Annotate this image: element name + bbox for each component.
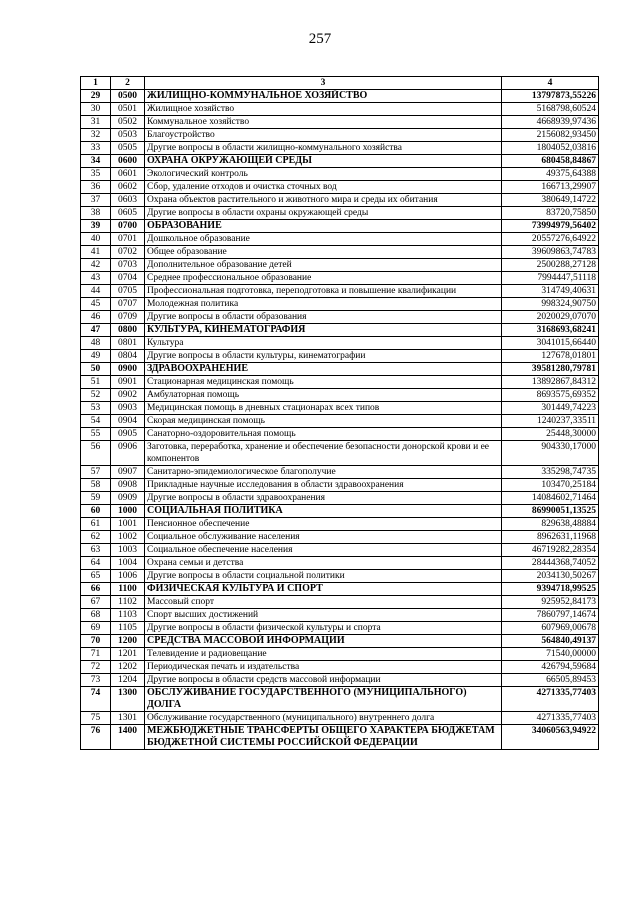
section-code: 1003 — [111, 544, 145, 557]
header-col-2: 2 — [111, 77, 145, 90]
row-number: 51 — [81, 376, 111, 389]
section-code: 1002 — [111, 531, 145, 544]
table-row — [81, 233, 599, 246]
expense-name: Другие вопросы в области здравоохранения — [145, 492, 502, 505]
section-code: 1201 — [111, 648, 145, 661]
table-row — [81, 337, 599, 350]
section-code: 0804 — [111, 350, 145, 363]
row-number: 65 — [81, 570, 111, 583]
table-body — [81, 90, 599, 750]
expense-name: Культура — [145, 337, 502, 350]
amount-value: 13892867,84312 — [502, 376, 599, 389]
header-col-4: 4 — [502, 77, 599, 90]
expense-name: Амбулаторная помощь — [145, 389, 502, 402]
section-code: 0705 — [111, 285, 145, 298]
amount-value: 904330,17000 — [502, 441, 599, 466]
row-number: 31 — [81, 116, 111, 129]
table-row — [81, 350, 599, 363]
amount-value: 564840,49137 — [502, 635, 599, 648]
amount-value: 3168693,68241 — [502, 324, 599, 337]
section-code: 0601 — [111, 168, 145, 181]
expense-name: Охрана семьи и детства — [145, 557, 502, 570]
table-row — [81, 596, 599, 609]
section-code: 0905 — [111, 428, 145, 441]
expense-name: ЗДРАВООХРАНЕНИЕ — [145, 363, 502, 376]
table-row — [81, 531, 599, 544]
section-row — [81, 583, 599, 596]
table-row — [81, 311, 599, 324]
amount-value: 71540,00000 — [502, 648, 599, 661]
expense-name: Общее образование — [145, 246, 502, 259]
amount-value: 7994447,51118 — [502, 272, 599, 285]
section-code: 1103 — [111, 609, 145, 622]
table-row — [81, 648, 599, 661]
expense-name: Сбор, удаление отходов и очистка сточных вод — [145, 181, 502, 194]
expense-name: Санаторно-оздоровительная помощь — [145, 428, 502, 441]
amount-value: 127678,01801 — [502, 350, 599, 363]
row-number: 50 — [81, 363, 111, 376]
table-row — [81, 518, 599, 531]
amount-value: 46719282,28354 — [502, 544, 599, 557]
section-code: 0702 — [111, 246, 145, 259]
row-number: 41 — [81, 246, 111, 259]
section-code: 0801 — [111, 337, 145, 350]
row-number: 55 — [81, 428, 111, 441]
section-code: 0700 — [111, 220, 145, 233]
amount-value: 34060563,94922 — [502, 725, 599, 750]
row-number: 45 — [81, 298, 111, 311]
expense-name: ЖИЛИЩНО-КОММУНАЛЬНОЕ ХОЗЯЙСТВО — [145, 90, 502, 103]
amount-value: 4271335,77403 — [502, 712, 599, 725]
table-row — [81, 389, 599, 402]
row-number: 58 — [81, 479, 111, 492]
row-number: 37 — [81, 194, 111, 207]
section-code: 0602 — [111, 181, 145, 194]
amount-value: 2020029,07070 — [502, 311, 599, 324]
section-code: 0901 — [111, 376, 145, 389]
amount-value: 829638,48884 — [502, 518, 599, 531]
row-number: 32 — [81, 129, 111, 142]
table-row — [81, 544, 599, 557]
section-code: 0707 — [111, 298, 145, 311]
section-code: 1300 — [111, 687, 145, 712]
row-number: 39 — [81, 220, 111, 233]
table-row — [81, 415, 599, 428]
table-row — [81, 376, 599, 389]
amount-value: 314749,40631 — [502, 285, 599, 298]
row-number: 29 — [81, 90, 111, 103]
section-code: 1301 — [111, 712, 145, 725]
table-row — [81, 402, 599, 415]
amount-value: 2156082,93450 — [502, 129, 599, 142]
expense-name: КУЛЬТУРА, КИНЕМАТОГРАФИЯ — [145, 324, 502, 337]
row-number: 64 — [81, 557, 111, 570]
expense-name: Среднее профессиональное образование — [145, 272, 502, 285]
amount-value: 86990051,13525 — [502, 505, 599, 518]
amount-value: 925952,84173 — [502, 596, 599, 609]
expense-name: Другие вопросы в области средств массовой информации — [145, 674, 502, 687]
row-number: 40 — [81, 233, 111, 246]
row-number: 54 — [81, 415, 111, 428]
expense-name: Массовый спорт — [145, 596, 502, 609]
table-row — [81, 557, 599, 570]
expense-name: Телевидение и радиовещание — [145, 648, 502, 661]
table-row — [81, 492, 599, 505]
amount-value: 4271335,77403 — [502, 687, 599, 712]
table-row — [81, 466, 599, 479]
section-code: 1100 — [111, 583, 145, 596]
expense-name: МЕЖБЮДЖЕТНЫЕ ТРАНСФЕРТЫ ОБЩЕГО ХАРАКТЕРА БЮДЖЕТАМ БЮДЖЕТНОЙ СИСТЕМЫ РОССИЙСКОЙ ФЕДЕРАЦИИ — [145, 725, 502, 750]
section-code: 0701 — [111, 233, 145, 246]
expense-name: Дошкольное образование — [145, 233, 502, 246]
table-row — [81, 246, 599, 259]
row-number: 72 — [81, 661, 111, 674]
expense-name: Обслуживание государственного (муниципального) внутреннего долга — [145, 712, 502, 725]
amount-value: 28444368,74052 — [502, 557, 599, 570]
section-row — [81, 687, 599, 712]
amount-value: 20557276,64922 — [502, 233, 599, 246]
row-number: 61 — [81, 518, 111, 531]
amount-value: 2500288,27128 — [502, 259, 599, 272]
section-code: 0703 — [111, 259, 145, 272]
table-row — [81, 285, 599, 298]
table-row — [81, 129, 599, 142]
section-code: 0709 — [111, 311, 145, 324]
section-row — [81, 220, 599, 233]
expense-name: Другие вопросы в области жилищно-коммунального хозяйства — [145, 142, 502, 155]
amount-value: 8693575,69352 — [502, 389, 599, 402]
section-code: 0909 — [111, 492, 145, 505]
expense-name: Стационарная медицинская помощь — [145, 376, 502, 389]
budget-table — [80, 76, 599, 750]
table-row — [81, 712, 599, 725]
row-number: 34 — [81, 155, 111, 168]
row-number: 74 — [81, 687, 111, 712]
amount-value: 2034130,50267 — [502, 570, 599, 583]
table-row — [81, 622, 599, 635]
row-number: 53 — [81, 402, 111, 415]
expense-name: СОЦИАЛЬНАЯ ПОЛИТИКА — [145, 505, 502, 518]
section-row — [81, 635, 599, 648]
row-number: 62 — [81, 531, 111, 544]
row-number: 47 — [81, 324, 111, 337]
amount-value: 5168798,60524 — [502, 103, 599, 116]
expense-name: Охрана объектов растительного и животного мира и среды их обитания — [145, 194, 502, 207]
amount-value: 998324,90750 — [502, 298, 599, 311]
row-number: 30 — [81, 103, 111, 116]
section-code: 0903 — [111, 402, 145, 415]
amount-value: 426794,59684 — [502, 661, 599, 674]
section-row — [81, 90, 599, 103]
expense-name: Другие вопросы в области культуры, кинематографии — [145, 350, 502, 363]
table-row — [81, 103, 599, 116]
expense-name: ОБРАЗОВАНИЕ — [145, 220, 502, 233]
row-number: 76 — [81, 725, 111, 750]
section-code: 0904 — [111, 415, 145, 428]
row-number: 68 — [81, 609, 111, 622]
section-row — [81, 725, 599, 750]
row-number: 38 — [81, 207, 111, 220]
row-number: 49 — [81, 350, 111, 363]
expense-name: Периодическая печать и издательства — [145, 661, 502, 674]
table-row — [81, 441, 599, 466]
amount-value: 607969,00678 — [502, 622, 599, 635]
table-row — [81, 661, 599, 674]
amount-value: 39581280,79781 — [502, 363, 599, 376]
expense-name: Скорая медицинская помощь — [145, 415, 502, 428]
table-row — [81, 116, 599, 129]
table-header — [81, 77, 599, 90]
header-col-3: 3 — [145, 77, 502, 90]
table-row — [81, 570, 599, 583]
row-number: 43 — [81, 272, 111, 285]
table-row — [81, 298, 599, 311]
row-number: 75 — [81, 712, 111, 725]
amount-value: 3041015,66440 — [502, 337, 599, 350]
amount-value: 83720,75850 — [502, 207, 599, 220]
row-number: 36 — [81, 181, 111, 194]
expense-name: Другие вопросы в области физической культуры и спорта — [145, 622, 502, 635]
amount-value: 14084602,71464 — [502, 492, 599, 505]
section-code: 1204 — [111, 674, 145, 687]
amount-value: 9394718,99525 — [502, 583, 599, 596]
row-number: 33 — [81, 142, 111, 155]
section-code: 0900 — [111, 363, 145, 376]
row-number: 44 — [81, 285, 111, 298]
expense-name: Дополнительное образование детей — [145, 259, 502, 272]
page-number: 257 — [308, 31, 332, 47]
row-number: 42 — [81, 259, 111, 272]
section-code: 0906 — [111, 441, 145, 466]
section-code: 0902 — [111, 389, 145, 402]
section-code: 0600 — [111, 155, 145, 168]
table-row — [81, 207, 599, 220]
section-code: 0908 — [111, 479, 145, 492]
row-number: 59 — [81, 492, 111, 505]
amount-value: 39609863,74783 — [502, 246, 599, 259]
expense-name: Благоустройство — [145, 129, 502, 142]
row-number: 70 — [81, 635, 111, 648]
section-row — [81, 505, 599, 518]
row-number: 73 — [81, 674, 111, 687]
expense-name: Другие вопросы в области образования — [145, 311, 502, 324]
row-number: 71 — [81, 648, 111, 661]
expense-name: ФИЗИЧЕСКАЯ КУЛЬТУРА И СПОРТ — [145, 583, 502, 596]
amount-value: 380649,14722 — [502, 194, 599, 207]
expense-name: Спорт высших достижений — [145, 609, 502, 622]
section-code: 1400 — [111, 725, 145, 750]
table-row — [81, 674, 599, 687]
amount-value: 73994979,56402 — [502, 220, 599, 233]
section-code: 0704 — [111, 272, 145, 285]
expense-name: Заготовка, переработка, хранение и обеспечение безопасности донорской крови и ее компонентов — [145, 441, 502, 466]
amount-value: 1240237,33511 — [502, 415, 599, 428]
amount-value: 7860797,14674 — [502, 609, 599, 622]
expense-name: Социальное обслуживание населения — [145, 531, 502, 544]
amount-value: 49375,64388 — [502, 168, 599, 181]
table-row — [81, 259, 599, 272]
row-number: 69 — [81, 622, 111, 635]
header-col-1: 1 — [81, 77, 111, 90]
row-number: 52 — [81, 389, 111, 402]
expense-name: Пенсионное обеспечение — [145, 518, 502, 531]
table-row — [81, 272, 599, 285]
section-code: 1004 — [111, 557, 145, 570]
section-code: 1001 — [111, 518, 145, 531]
amount-value: 1804052,03816 — [502, 142, 599, 155]
expense-name: Жилищное хозяйство — [145, 103, 502, 116]
table-row — [81, 609, 599, 622]
amount-value: 66505,89453 — [502, 674, 599, 687]
row-number: 67 — [81, 596, 111, 609]
expense-name: Медицинская помощь в дневных стационарах всех типов — [145, 402, 502, 415]
expense-name: Прикладные научные исследования в области здравоохранения — [145, 479, 502, 492]
amount-value: 680458,84867 — [502, 155, 599, 168]
section-row — [81, 363, 599, 376]
expense-name: Социальное обеспечение населения — [145, 544, 502, 557]
table-row — [81, 181, 599, 194]
table-row — [81, 479, 599, 492]
table-row — [81, 428, 599, 441]
section-code: 1202 — [111, 661, 145, 674]
row-number: 35 — [81, 168, 111, 181]
header-row — [81, 77, 599, 90]
expense-name: ОБСЛУЖИВАНИЕ ГОСУДАРСТВЕННОГО (МУНИЦИПАЛЬНОГО) ДОЛГА — [145, 687, 502, 712]
section-code: 0605 — [111, 207, 145, 220]
expense-name: СРЕДСТВА МАССОВОЙ ИНФОРМАЦИИ — [145, 635, 502, 648]
amount-value: 335298,74735 — [502, 466, 599, 479]
section-code: 0907 — [111, 466, 145, 479]
section-code: 1200 — [111, 635, 145, 648]
section-code: 1000 — [111, 505, 145, 518]
section-row — [81, 155, 599, 168]
section-code: 0501 — [111, 103, 145, 116]
expense-name: Молодежная политика — [145, 298, 502, 311]
section-code: 1102 — [111, 596, 145, 609]
section-code: 0603 — [111, 194, 145, 207]
section-code: 0800 — [111, 324, 145, 337]
expense-name: Другие вопросы в области охраны окружающей среды — [145, 207, 502, 220]
section-code: 0500 — [111, 90, 145, 103]
amount-value: 13797873,55226 — [502, 90, 599, 103]
row-number: 63 — [81, 544, 111, 557]
row-number: 46 — [81, 311, 111, 324]
amount-value: 25448,30000 — [502, 428, 599, 441]
section-code: 0502 — [111, 116, 145, 129]
section-code: 1006 — [111, 570, 145, 583]
row-number: 60 — [81, 505, 111, 518]
row-number: 57 — [81, 466, 111, 479]
expense-name: Коммунальное хозяйство — [145, 116, 502, 129]
expense-name: ОХРАНА ОКРУЖАЮЩЕЙ СРЕДЫ — [145, 155, 502, 168]
expense-name: Санитарно-эпидемиологическое благополучие — [145, 466, 502, 479]
amount-value: 103470,25184 — [502, 479, 599, 492]
amount-value: 166713,29907 — [502, 181, 599, 194]
expense-name: Другие вопросы в области социальной политики — [145, 570, 502, 583]
table-row — [81, 142, 599, 155]
amount-value: 8962631,11968 — [502, 531, 599, 544]
row-number: 66 — [81, 583, 111, 596]
row-number: 48 — [81, 337, 111, 350]
amount-value: 4668939,97436 — [502, 116, 599, 129]
row-number: 56 — [81, 441, 111, 466]
expense-name: Экологический контроль — [145, 168, 502, 181]
table-row — [81, 194, 599, 207]
section-code: 0503 — [111, 129, 145, 142]
section-row — [81, 324, 599, 337]
expense-name: Профессиональная подготовка, переподготовка и повышение квалификации — [145, 285, 502, 298]
section-code: 1105 — [111, 622, 145, 635]
table-row — [81, 168, 599, 181]
section-code: 0505 — [111, 142, 145, 155]
amount-value: 301449,74223 — [502, 402, 599, 415]
